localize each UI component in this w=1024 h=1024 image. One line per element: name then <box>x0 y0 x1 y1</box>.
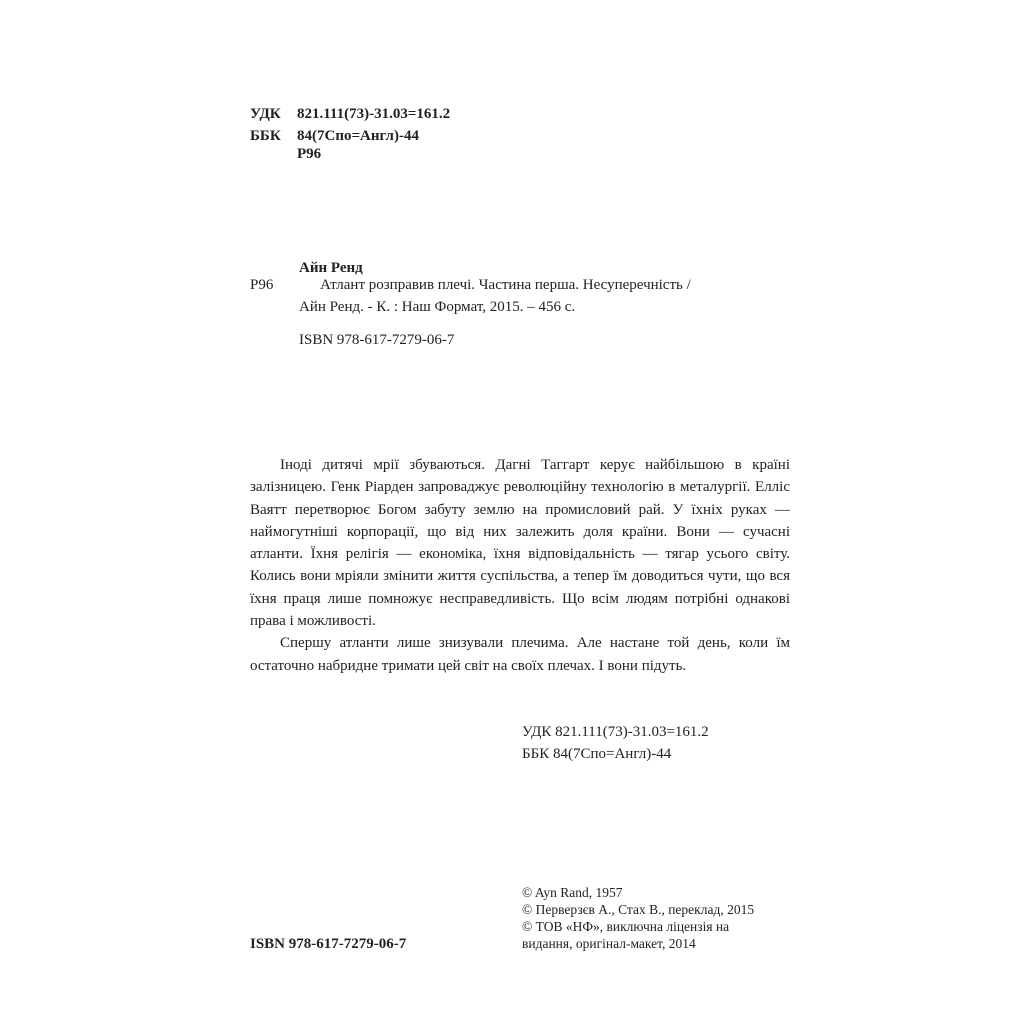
udc-label: УДК <box>250 106 281 122</box>
bbk-label: ББК <box>250 128 281 144</box>
bottom-bbk: ББК 84(7Спо=Англ)-44 <box>522 746 672 762</box>
catalog-author: Айн Ренд <box>299 260 363 276</box>
annotation-paragraph-2: Спершу атланти лише знизували плечима. Але настане той день, коли їм остаточно набридне тримати цей світ на своїх плечах. І вони підуть. <box>250 635 790 674</box>
author-mark-row <box>250 145 321 163</box>
copyright-line-4: видання, оригінал-макет, 2014 <box>522 936 696 951</box>
udc-row <box>250 105 450 123</box>
annotation-paragraph-1: Іноді дитячі мрії збуваються. Дагні Таггарт керує найбільшою в країні залізницею. Генк Ріарден запроваджує революційну технологію в металургії. Елліс Ваятт перетворює Богом забуту землю на промисловий рай. У їхніх руках — наймогутніші корпорації, що від них залежить доля країни. Вони — сучасні атланти. Їхня релігія — економіка, їхня відповідальність — тягар усього світу. Колись вони мріяли змінити життя суспільства, а тепер їм доводиться чути, що вся їхня праця лише помножує несправедливість. Що всім людям потрібні однакові права і можливості. <box>250 457 790 630</box>
copyright-line-1: © Ayn Rand, 1957 <box>522 885 623 900</box>
copyright-line-3: © ТОВ «НФ», виключна ліцензія на <box>522 919 730 934</box>
catalog-isbn: ISBN 978-617-7279-06-7 <box>299 332 455 348</box>
catalog-mark: Р96 <box>250 277 274 293</box>
author-mark: Р96 <box>297 146 322 162</box>
catalog-title-line-2: Айн Ренд. - К. : Наш Формат, 2015. – 456 с. <box>299 299 576 315</box>
annotation <box>250 454 790 677</box>
catalog-title-line-1: Атлант розправив плечі. Частина перша. Несуперечність / <box>320 277 691 293</box>
bbk-row <box>250 127 419 145</box>
copyright-line-2: © Перверзєв А., Стах В., переклад, 2015 <box>522 902 755 917</box>
udc-value: 821.111(73)-31.03=161.2 <box>297 106 451 122</box>
bottom-udc: УДК 821.111(73)-31.03=161.2 <box>522 724 709 740</box>
bottom-isbn: ISBN 978-617-7279-06-7 <box>250 936 407 952</box>
bbk-value: 84(7Спо=Англ)-44 <box>297 128 419 144</box>
